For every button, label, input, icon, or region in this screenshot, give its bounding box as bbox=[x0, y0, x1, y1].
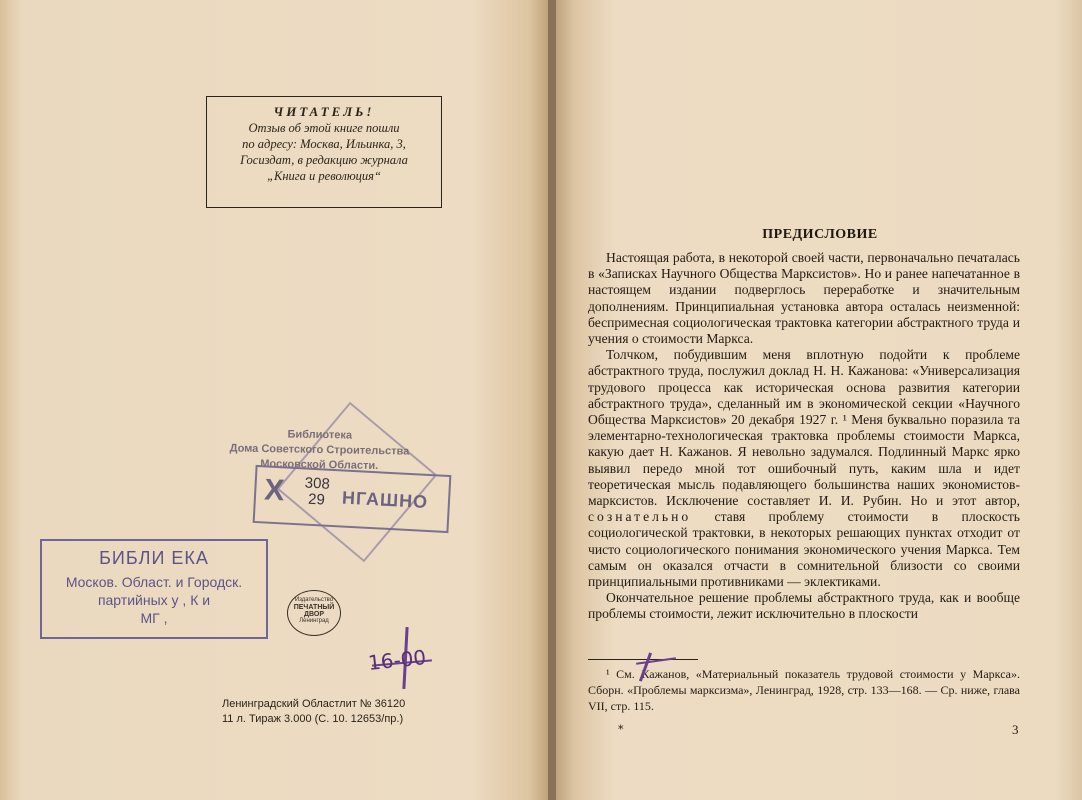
printer-seal bbox=[287, 590, 341, 636]
seal-line: ДВОР bbox=[304, 611, 324, 618]
inventory-stamp-mark: X bbox=[263, 473, 286, 508]
reader-notice-line: по адресу: Москва, Ильинка, 3, bbox=[242, 137, 406, 151]
library-stamp-line: Дома Советского Строительства bbox=[229, 442, 410, 458]
handwritten-price: 16-00 bbox=[366, 645, 428, 675]
inventory-number-top: 308 bbox=[304, 474, 331, 493]
library-stamp-line: партийных у , К и bbox=[97, 592, 211, 608]
paragraph: Настоящая работа, в некоторой своей части, первоначально печаталась в «Записках Научного Общества Марксистов». Но и ранее напечатанное в настоящем издании подверглось переработке и значительным дополнениям. Принципиальная установка автора осталась неизменной: беспримесная социологическая трактовка категории абстрактного труда и учения о стоимости Маркса. bbox=[588, 250, 1020, 347]
library-stamp-line: Московской Области. bbox=[260, 457, 379, 473]
imprint-line: Ленинградский Областлит № 36120 bbox=[222, 698, 406, 710]
seal-line: Издательство bbox=[294, 597, 334, 603]
page-number: 3 bbox=[1012, 722, 1019, 737]
imprint bbox=[222, 697, 432, 727]
library-stamp-left bbox=[40, 539, 268, 639]
reader-notice-box bbox=[206, 96, 442, 208]
footnote-divider bbox=[588, 659, 698, 660]
spaced-emphasis: сознательно bbox=[588, 509, 692, 525]
library-stamp-heading: БИБЛИ ЕКА bbox=[99, 548, 209, 568]
library-stamp-line: Моск​ов. Област. и Городск. bbox=[65, 574, 243, 590]
paragraph-text: Толчком, побудившим меня вплотную подойти к проблеме абстрактного труда, послужил доклад Н. Н. Кажанова: «Универсализация трудового процесса как историческая основа развития категории абстрактного труда», сделанный им в экономической секции «Научного Общества Марксистов» 20 декабря 1927 г. ¹ Меня буквально поразила та элементарно-технологическая трактовка проблемы стоимости Маркса, какую дает Н. Кажанов. Я невольно задумался. Подлинный Маркс ярко выявил передо мной тот ошибочный путь, каким шла и идет теоретическая мысль подавляющего большинства наших экономистов-марксистов. Исключение составляет И. И. Рубин. Но и этот автор, bbox=[588, 347, 1020, 509]
inventory-stamp-word: НГАШНО bbox=[341, 487, 429, 512]
seal-line: ПЕЧАТНЫЙ bbox=[293, 604, 335, 611]
paragraph: Окончательное решение проблемы абстрактного труда, как и вообще проблемы стоимости, лежит исключительно в плоскости bbox=[588, 590, 1020, 622]
signature-mark: * bbox=[618, 723, 624, 736]
seal-line: Ленинград bbox=[299, 618, 329, 624]
library-stamp-line: МГ , bbox=[140, 610, 168, 626]
library-stamp-line: Библиотека bbox=[287, 428, 353, 442]
right-page bbox=[556, 0, 1082, 800]
imprint-line: 11 л. Тираж 3.000 (С. 10. 12653/пр.) bbox=[222, 713, 404, 725]
inventory-stamp bbox=[253, 465, 452, 533]
page-title: ПРЕДИСЛОВИЕ bbox=[762, 227, 878, 242]
inventory-stamp-number bbox=[303, 476, 330, 509]
paragraph bbox=[588, 347, 1020, 590]
paragraph-text: ставя проблему стоимости в плоскость социологической трактовки, в некоторых решающих пунктах отходит от чисто социологического понимания экономического учения Маркса. Тем самым он оказался отчасти в сомнительной близости со своими принципиальными противниками — эклектиками. bbox=[588, 509, 1020, 590]
reader-notice-line: Отзыв об этой книге пошли bbox=[248, 121, 400, 135]
footnote bbox=[588, 666, 1020, 714]
book-gutter bbox=[548, 0, 556, 800]
reader-notice-title: ЧИТАТЕЛЬ! bbox=[273, 104, 375, 119]
reader-notice-line: Госиздат, в редакцию журнала bbox=[240, 153, 408, 167]
footnote-text: ¹ См. Кажанов, «Материальный показатель трудовой стоимости у Маркса». Сборн. «Проблемы марксизма», Ленинград, 1928, стр. 133—168. — Ср. ниже, глава VII, стр. 115. bbox=[588, 667, 1020, 713]
body-text bbox=[588, 250, 1020, 623]
inventory-number-bottom: 29 bbox=[307, 490, 326, 509]
reader-notice-line: „Книга и революция“ bbox=[267, 169, 381, 183]
